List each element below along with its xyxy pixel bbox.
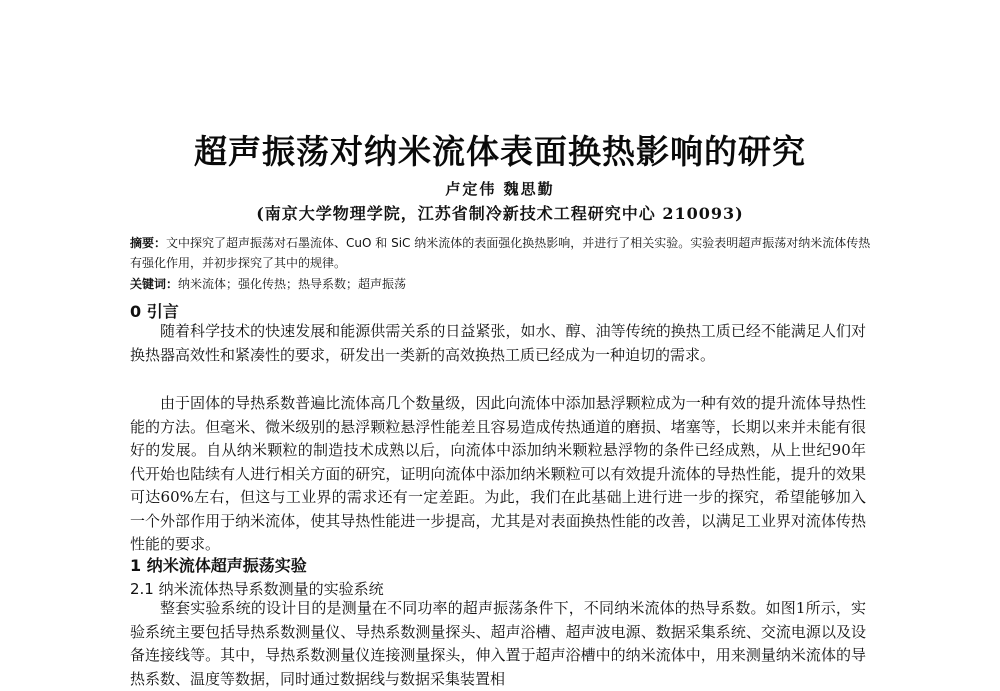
section-0-heading: 0 引言 [130, 302, 179, 321]
section-0-paragraph-1: 随着科学技术的快速发展和能源供需关系的日益紧张，如水、醇、油等传统的换热工质已经不能满足人们对换热器高效性和紧凑性的要求，研发出一类新的高效换热工质已经成为一种迫切的需求。 [130, 322, 866, 364]
section-1-heading: 1 纳米流体超声振荡实验 [130, 556, 307, 575]
abstract-label: 摘要： [130, 236, 167, 250]
keywords-text: 纳米流体；强化传热；热导系数；超声振荡 [178, 277, 407, 291]
keywords-label: 关键词： [130, 277, 179, 291]
section-0-paragraph-2: 由于固体的导热系数普遍比流体高几个数量级，因此向流体中添加悬浮颗粒成为一种有效的提升流体导热性能的方法。但毫米、微米级别的悬浮颗粒悬浮性能差且容易造成传热通道的磨损、堵塞等，长期以来并未能有很好的发展。自从纳米颗粒的制造技术成熟以后，向流体中添加纳米颗粒悬浮物的条件已经成熟，从上世纪90年代开始也陆续有人进行相关方面的研究，证明向流体中添加纳米颗粒可以有效提升流体的导热性能，提升的效果可达60%左右，但这与工业界的需求还有一定差距。为此，我们在此基础上进行进一步的探究，希望能够加入一个外部作用于纳米流体，使其导热性能进一步提高，尤其是对表面换热性能的改善，以满足工业界对流体传热性能的要求。 [130, 394, 866, 553]
paper-title: 超声振荡对纳米流体表面换热影响的研究 [194, 132, 806, 171]
abstract-block [130, 233, 872, 273]
section-2-1-paragraph-1: 整套实验系统的设计目的是测量在不同功率的超声振荡条件下，不同纳米流体的热导系数。如图1所示，实验系统主要包括导热系数测量仪、导热系数测量探头、超声浴槽、超声波电源、数据采集系统、交流电源以及设备连接线等。其中，导热系数测量仪连接测量探头，伸入置于超声浴槽中的纳米流体中，用来测量纳米流体的导热系数、温度等数据，同时通过数据线与数据采集装置相 [130, 599, 866, 688]
keywords-block [130, 275, 872, 293]
abstract-text: 文中探究了超声振荡对石墨流体、CuO 和 SiC 纳米流体的表面强化换热影响，并进行了相关实验。实验表明超声振荡对纳米流体传热有强化作用，并初步探究了其中的规律。 [130, 236, 871, 270]
paper-authors: 卢定伟 魏思勤 [445, 180, 555, 198]
section-2-1-heading: 2.1 纳米流体热导系数测量的实验系统 [130, 580, 384, 598]
paper-affiliation: (南京大学物理学院，江苏省制冷新技术工程研究中心 210093) [256, 204, 744, 223]
